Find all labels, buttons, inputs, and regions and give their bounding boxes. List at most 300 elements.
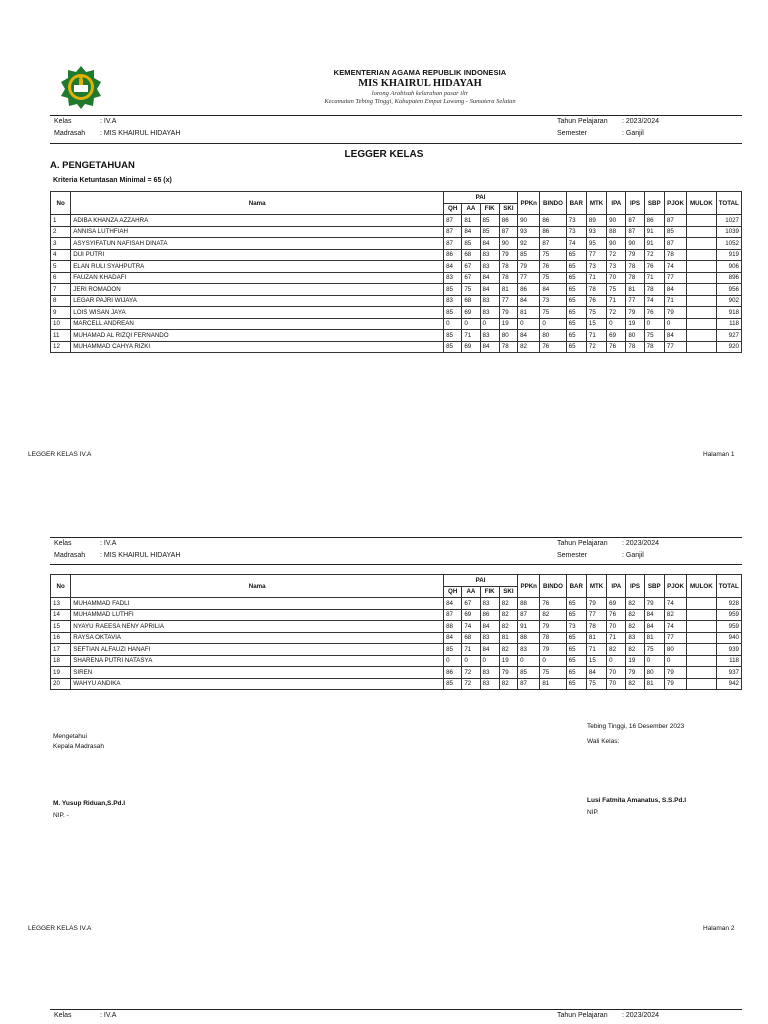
score-cell: 85 <box>444 284 462 296</box>
score-cell: 0 <box>607 318 626 330</box>
score-cell: 79 <box>626 307 644 319</box>
col-aa: AA <box>462 203 480 215</box>
score-cell: 79 <box>499 307 517 319</box>
total-score: 896 <box>716 272 741 284</box>
student-name: FAUZAN KHADAFI <box>71 272 444 284</box>
score-cell: 65 <box>566 632 586 644</box>
score-cell: 65 <box>566 284 586 296</box>
score-cell: 0 <box>444 318 462 330</box>
col-mtk: MTK <box>586 575 606 598</box>
score-cell: 83 <box>480 632 499 644</box>
table-row <box>51 330 742 342</box>
total-score: 920 <box>716 341 741 353</box>
table-row <box>51 249 742 261</box>
score-cell: 84 <box>518 295 540 307</box>
score-cell: 91 <box>644 226 664 238</box>
row-number: 8 <box>51 295 71 307</box>
score-cell <box>687 307 716 319</box>
mengetahui-label: Mengetahui <box>53 733 87 740</box>
score-cell: 76 <box>540 598 566 610</box>
student-name: MUHAMAD AL RIZQI FERNANDO <box>71 330 444 342</box>
score-cell: 74 <box>644 295 664 307</box>
row-number: 5 <box>51 261 71 273</box>
kepala-name: M. Yusup Riduan,S.Pd.I <box>53 800 126 807</box>
semester-value: : Ganjil <box>622 130 644 137</box>
score-cell: 82 <box>626 621 644 633</box>
footer-left-page1: LEGGER KELAS IV.A <box>28 451 92 458</box>
score-cell: 78 <box>586 621 606 633</box>
semester-label: Semester <box>557 552 587 559</box>
score-cell: 78 <box>586 284 606 296</box>
tahun-value: : 2023/2024 <box>622 540 659 547</box>
divider <box>50 143 742 144</box>
score-cell: 0 <box>462 318 480 330</box>
score-cell <box>687 621 716 633</box>
col-pjok: PJOK <box>664 192 686 215</box>
score-cell: 86 <box>444 667 462 679</box>
score-cell: 82 <box>499 609 517 621</box>
table-row <box>51 238 742 250</box>
score-cell <box>687 261 716 273</box>
score-cell: 69 <box>462 307 480 319</box>
score-cell <box>687 609 716 621</box>
score-cell: 70 <box>607 272 626 284</box>
score-cell: 68 <box>462 632 480 644</box>
score-cell: 79 <box>664 667 686 679</box>
school-address-1: lorong Arabisah kelurahan pasar ilir <box>371 90 469 97</box>
score-cell: 71 <box>586 330 606 342</box>
score-cell <box>687 598 716 610</box>
kelas-label: Kelas <box>54 118 72 125</box>
student-name: ADIBA KHANZA AZZAHRA <box>71 215 444 227</box>
score-cell: 84 <box>518 330 540 342</box>
score-cell: 90 <box>518 215 540 227</box>
score-cell: 78 <box>644 341 664 353</box>
score-cell: 87 <box>664 238 686 250</box>
score-cell: 80 <box>499 330 517 342</box>
score-cell <box>687 226 716 238</box>
score-cell: 75 <box>644 330 664 342</box>
col-ips: IPS <box>626 575 644 598</box>
student-name: MUHAMMAD FADLI <box>71 598 444 610</box>
student-name: MUHAMMAD LUTHFI <box>71 609 444 621</box>
col-pai: PAI <box>444 192 518 204</box>
total-score: 118 <box>716 655 741 667</box>
score-cell <box>687 644 716 656</box>
score-cell: 75 <box>586 307 606 319</box>
score-cell: 93 <box>586 226 606 238</box>
col-sbp: SBP <box>644 192 664 215</box>
student-name: RAYSA OKTAVIA <box>71 632 444 644</box>
score-cell <box>687 215 716 227</box>
score-cell: 84 <box>664 284 686 296</box>
score-cell: 75 <box>540 667 566 679</box>
score-cell: 72 <box>586 341 606 353</box>
student-name: NYAYU RAEESA NENY APRILIA <box>71 621 444 633</box>
score-cell: 73 <box>607 261 626 273</box>
student-name: ANNISA LUTHFIAH <box>71 226 444 238</box>
score-cell: 0 <box>518 318 540 330</box>
wali-name: Lusi Fatmita Amanatus, S.S.Pd.I <box>587 797 687 804</box>
score-cell: 81 <box>644 678 664 690</box>
kepala-nip: NIP. - <box>53 812 69 819</box>
col-ipa: IPA <box>607 575 626 598</box>
col-mulok: MULOK <box>687 192 716 215</box>
col-mulok: MULOK <box>687 575 716 598</box>
kkm-note: Kriteria Ketuntasan Minimal = 65 (x) <box>53 177 172 184</box>
score-cell: 0 <box>444 655 462 667</box>
score-cell: 84 <box>480 644 499 656</box>
score-cell: 65 <box>566 272 586 284</box>
score-cell: 85 <box>480 215 499 227</box>
row-number: 11 <box>51 330 71 342</box>
tahun-label: Tahun Pelajaran <box>557 540 608 547</box>
score-cell: 0 <box>664 655 686 667</box>
total-score: 906 <box>716 261 741 273</box>
score-cell: 76 <box>607 341 626 353</box>
row-number: 15 <box>51 621 71 633</box>
wali-label: Wali Kelas: <box>587 738 620 745</box>
score-cell: 84 <box>462 226 480 238</box>
score-cell: 75 <box>644 644 664 656</box>
score-cell: 78 <box>626 261 644 273</box>
score-cell: 85 <box>444 341 462 353</box>
score-cell: 71 <box>586 272 606 284</box>
score-cell: 85 <box>444 644 462 656</box>
madrasah-label: Madrasah <box>54 552 86 559</box>
score-cell: 69 <box>462 341 480 353</box>
score-cell: 0 <box>462 655 480 667</box>
score-cell <box>687 295 716 307</box>
score-cell: 87 <box>664 215 686 227</box>
score-cell: 80 <box>664 644 686 656</box>
table-row <box>51 215 742 227</box>
score-cell <box>687 667 716 679</box>
score-cell: 69 <box>462 609 480 621</box>
col-nama: Nama <box>71 192 444 215</box>
score-cell: 77 <box>518 272 540 284</box>
col-pjok: PJOK <box>664 575 686 598</box>
school-name: MIS KHAIRUL HIDAYAH <box>358 78 482 89</box>
score-cell: 82 <box>626 598 644 610</box>
kepala-label: Kepala Madrasah <box>53 743 104 750</box>
score-cell: 0 <box>480 655 499 667</box>
divider <box>50 537 742 538</box>
table-row <box>51 226 742 238</box>
score-cell: 84 <box>644 621 664 633</box>
student-name: SHARENA PUTRI NATASYA <box>71 655 444 667</box>
madrasah-value: : MIS KHAIRUL HIDAYAH <box>100 552 181 559</box>
score-cell: 79 <box>664 307 686 319</box>
score-cell: 71 <box>607 632 626 644</box>
row-number: 16 <box>51 632 71 644</box>
score-cell: 83 <box>626 632 644 644</box>
semester-value: : Ganjil <box>622 552 644 559</box>
score-cell: 89 <box>586 215 606 227</box>
score-cell: 71 <box>664 295 686 307</box>
score-cell: 83 <box>480 667 499 679</box>
student-name: SIREN <box>71 667 444 679</box>
score-cell: 79 <box>518 261 540 273</box>
document-title: LEGGER KELAS <box>344 149 424 160</box>
table-row <box>51 284 742 296</box>
row-number: 17 <box>51 644 71 656</box>
madrasah-label: Madrasah <box>54 130 86 137</box>
score-cell: 95 <box>586 238 606 250</box>
score-cell: 77 <box>586 249 606 261</box>
score-cell: 65 <box>566 295 586 307</box>
score-cell: 69 <box>607 330 626 342</box>
score-cell: 84 <box>664 330 686 342</box>
score-cell: 71 <box>644 272 664 284</box>
score-cell: 65 <box>566 318 586 330</box>
row-number: 1 <box>51 215 71 227</box>
student-name: LEGAR PAJRI WIJAYA <box>71 295 444 307</box>
score-cell: 90 <box>626 238 644 250</box>
score-cell: 81 <box>499 632 517 644</box>
score-cell: 87 <box>444 215 462 227</box>
score-cell: 65 <box>566 609 586 621</box>
score-cell: 80 <box>540 330 566 342</box>
tahun-value: : 2023/2024 <box>622 118 659 125</box>
score-cell: 65 <box>566 341 586 353</box>
score-cell: 82 <box>518 341 540 353</box>
score-cell: 71 <box>586 644 606 656</box>
score-cell: 73 <box>566 621 586 633</box>
col-ppkn: PPKn <box>518 192 540 215</box>
score-cell: 84 <box>540 284 566 296</box>
score-cell: 85 <box>462 238 480 250</box>
score-cell <box>687 678 716 690</box>
score-cell: 84 <box>480 284 499 296</box>
section-title: A. PENGETAHUAN <box>50 160 135 171</box>
total-score: 959 <box>716 609 741 621</box>
wali-nip: NIP. <box>587 809 599 816</box>
score-cell: 65 <box>566 667 586 679</box>
score-cell: 88 <box>518 598 540 610</box>
score-cell: 75 <box>540 307 566 319</box>
score-cell: 85 <box>518 249 540 261</box>
score-cell: 87 <box>444 238 462 250</box>
score-cell: 79 <box>644 598 664 610</box>
table-row <box>51 632 742 644</box>
score-cell <box>687 632 716 644</box>
score-cell: 84 <box>586 667 606 679</box>
score-cell: 72 <box>462 667 480 679</box>
score-cell: 82 <box>499 598 517 610</box>
school-address-2: Kecamatan Tebing Tinggi, Kabupaten Empat Lawang - Sumatera Selatan <box>324 98 516 105</box>
score-cell: 76 <box>644 261 664 273</box>
score-cell: 70 <box>607 621 626 633</box>
score-cell: 0 <box>607 655 626 667</box>
col-fik: FIK <box>480 586 499 598</box>
score-cell: 87 <box>518 609 540 621</box>
score-cell: 88 <box>444 621 462 633</box>
total-score: 928 <box>716 598 741 610</box>
score-cell: 77 <box>586 609 606 621</box>
total-score: 959 <box>716 621 741 633</box>
kelas-label: Kelas <box>54 540 72 547</box>
score-cell: 81 <box>540 678 566 690</box>
col-bar: BAR <box>566 192 586 215</box>
score-cell: 82 <box>540 609 566 621</box>
score-cell: 71 <box>462 644 480 656</box>
divider <box>50 564 742 565</box>
col-mtk: MTK <box>586 192 606 215</box>
score-cell: 73 <box>586 261 606 273</box>
score-cell: 0 <box>664 318 686 330</box>
score-cell: 86 <box>480 609 499 621</box>
table-row <box>51 667 742 679</box>
score-cell: 85 <box>444 678 462 690</box>
score-cell: 84 <box>480 272 499 284</box>
score-cell: 83 <box>480 330 499 342</box>
score-cell: 81 <box>586 632 606 644</box>
score-cell: 83 <box>444 295 462 307</box>
score-cell: 72 <box>644 249 664 261</box>
score-cell: 76 <box>540 261 566 273</box>
score-cell: 79 <box>540 644 566 656</box>
score-cell: 65 <box>566 261 586 273</box>
ministry-logo <box>58 64 104 110</box>
row-number: 19 <box>51 667 71 679</box>
row-number: 13 <box>51 598 71 610</box>
total-score: 939 <box>716 644 741 656</box>
student-name: ASYSYIFATUN NAFISAH DINATA <box>71 238 444 250</box>
score-cell: 90 <box>499 238 517 250</box>
score-cell: 81 <box>644 632 664 644</box>
score-cell: 82 <box>664 609 686 621</box>
score-cell: 78 <box>499 261 517 273</box>
col-nama: Nama <box>71 575 444 598</box>
score-cell: 92 <box>518 238 540 250</box>
score-cell <box>687 318 716 330</box>
grade-table-page1 <box>50 191 742 353</box>
score-cell: 65 <box>566 330 586 342</box>
score-cell: 87 <box>518 678 540 690</box>
col-bar: BAR <box>566 575 586 598</box>
score-cell <box>687 330 716 342</box>
score-cell: 86 <box>540 226 566 238</box>
score-cell: 65 <box>566 655 586 667</box>
score-cell: 76 <box>540 341 566 353</box>
student-name: LOIS WISAN JAYA <box>71 307 444 319</box>
score-cell: 71 <box>607 295 626 307</box>
score-cell: 71 <box>462 330 480 342</box>
table-row <box>51 307 742 319</box>
table-row <box>51 341 742 353</box>
score-cell: 0 <box>480 318 499 330</box>
total-score: 918 <box>716 307 741 319</box>
score-cell: 72 <box>462 678 480 690</box>
student-name: DUI PUTRI <box>71 249 444 261</box>
grade-rows-page1 <box>51 215 742 353</box>
score-cell: 84 <box>444 632 462 644</box>
score-cell: 65 <box>566 598 586 610</box>
score-cell: 82 <box>626 678 644 690</box>
tahun-label: Tahun Pelajaran <box>557 1012 608 1019</box>
col-ppkn: PPKn <box>518 575 540 598</box>
score-cell: 78 <box>626 341 644 353</box>
score-cell: 85 <box>444 330 462 342</box>
total-score: 1052 <box>716 238 741 250</box>
score-cell: 79 <box>626 667 644 679</box>
col-qh: QH <box>444 586 462 598</box>
score-cell: 78 <box>540 632 566 644</box>
score-cell: 82 <box>499 621 517 633</box>
score-cell: 91 <box>644 238 664 250</box>
score-cell: 87 <box>444 609 462 621</box>
total-score: 1027 <box>716 215 741 227</box>
score-cell: 87 <box>499 226 517 238</box>
kelas-value: : IV.A <box>100 1012 117 1019</box>
total-score: 902 <box>716 295 741 307</box>
score-cell: 68 <box>462 249 480 261</box>
score-cell: 79 <box>626 249 644 261</box>
score-cell: 72 <box>607 307 626 319</box>
score-cell: 74 <box>664 261 686 273</box>
score-cell: 79 <box>586 598 606 610</box>
score-cell: 65 <box>566 249 586 261</box>
score-cell: 75 <box>540 249 566 261</box>
score-cell: 77 <box>664 341 686 353</box>
score-cell: 82 <box>607 644 626 656</box>
score-cell: 85 <box>518 667 540 679</box>
score-cell: 84 <box>480 341 499 353</box>
table-row <box>51 678 742 690</box>
score-cell: 84 <box>444 261 462 273</box>
col-pai: PAI <box>444 575 518 587</box>
score-cell: 78 <box>499 341 517 353</box>
score-cell: 79 <box>664 678 686 690</box>
score-cell: 65 <box>566 678 586 690</box>
total-score: 956 <box>716 284 741 296</box>
score-cell: 81 <box>518 307 540 319</box>
table-row <box>51 318 742 330</box>
score-cell: 87 <box>444 226 462 238</box>
score-cell: 83 <box>480 307 499 319</box>
score-cell: 83 <box>518 644 540 656</box>
score-cell: 81 <box>499 284 517 296</box>
score-cell: 75 <box>540 272 566 284</box>
score-cell: 67 <box>462 261 480 273</box>
score-cell: 70 <box>607 678 626 690</box>
row-number: 10 <box>51 318 71 330</box>
score-cell <box>687 249 716 261</box>
score-cell: 86 <box>499 215 517 227</box>
score-cell: 68 <box>462 295 480 307</box>
semester-label: Semester <box>557 130 587 137</box>
score-cell: 81 <box>626 284 644 296</box>
score-cell: 81 <box>462 215 480 227</box>
score-cell: 73 <box>566 226 586 238</box>
footer-right-page1: Halaman 1 <box>703 451 735 458</box>
score-cell <box>687 655 716 667</box>
table-row <box>51 644 742 656</box>
score-cell: 0 <box>518 655 540 667</box>
score-cell: 0 <box>644 318 664 330</box>
score-cell: 77 <box>664 272 686 284</box>
row-number: 9 <box>51 307 71 319</box>
score-cell: 79 <box>499 249 517 261</box>
score-cell: 82 <box>626 644 644 656</box>
score-cell: 78 <box>644 284 664 296</box>
madrasah-value: : MIS KHAIRUL HIDAYAH <box>100 130 181 137</box>
score-cell: 19 <box>499 318 517 330</box>
score-cell: 85 <box>664 226 686 238</box>
score-cell: 85 <box>480 226 499 238</box>
col-sbp: SBP <box>644 575 664 598</box>
